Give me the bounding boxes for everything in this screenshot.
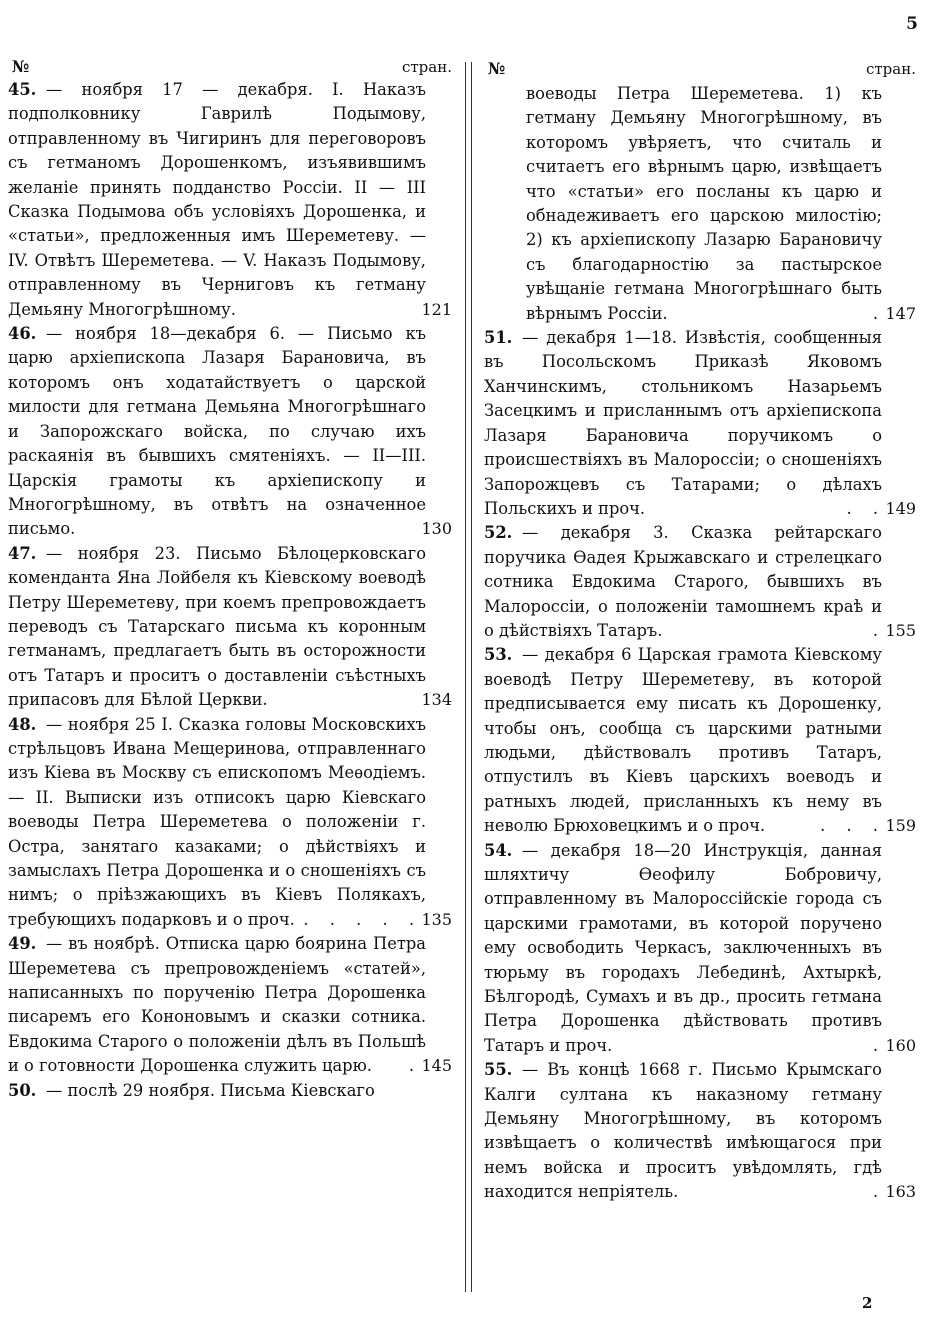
entry-paragraph [8,713,456,933]
toc-entry [484,326,920,521]
entry-number: 46. [8,324,37,344]
entry-number: 45. [8,80,37,99]
entry-paragraph [8,322,456,542]
toc-entry [484,1058,920,1204]
leader-dots: . [872,1182,886,1202]
entry-text: — декабря 3. Сказка рейтарскаго поручика Ѳадея Крыжавскаго и стрелецкаго сотника Евдокима Старого, бывшихъ въ Малороссіи, о положеніи тамошнемъ краѣ и о дѣйствіяхъ Татаръ. [484,523,882,640]
number-sign-label: № [12,57,30,76]
entry-page-number: 130 [421,519,452,539]
entry-number: 52. [484,523,513,543]
entry-text: — въ ноябрѣ. Отписка царю боярина Петра Шереметева съ препровожденіемъ «статей», написанныхъ по порученію Петра Дорошенка писаремъ его Кононовымъ и сказки сотника. Евдокима Старого о положеніи дѣлъ въ Польшѣ и о готовности Дорошенка служить царю. [8,934,426,1076]
page-column-label: стран. [865,60,916,78]
leader-dots: . . . . . [303,909,422,929]
leader-dots: . . . [820,816,886,836]
entry-text: — ноября 17 — декабря. I. Наказъ подполковнику Гаврилѣ Подымову, отправленному въ Чигиринъ для переговоровъ съ гетманомъ Дорошенкомъ, изъявившимъ желаніе принять подданство Россіи. II — III Сказка Подымова объ условіяхъ Дорошенка, и «статьи», предложенныя имъ Шереметеву. — IV. Отвѣтъ Шереметева. — V. Наказъ Подымову, отправленному въ Черниговъ къ гетману Демьяну Многогрѣшному. [8,80,426,319]
entry-number: 55. [484,1060,513,1080]
entry-number: 53. [484,645,513,665]
left-column [8,56,456,1103]
toc-entry [8,713,456,933]
leader-dots: . . [846,498,886,518]
entry-text: — Въ концѣ 1668 г. Письмо Крымскаго Калги султана къ наказному гетману Демьяну Многогрѣшному, въ которомъ извѣщаетъ о количествѣ имѣющагося при немъ войска и проситъ увѣдомлять, гдѣ находится непріятель. [484,1060,882,1202]
entry-paragraph [484,643,920,838]
entry-page-number: 159 [885,816,916,836]
toc-entry [484,521,920,643]
entry-page-number: 160 [885,1035,916,1055]
entry-number: 54. [484,840,513,860]
toc-entry [8,932,456,1078]
leader-dots: . [872,620,886,640]
toc-entry [8,322,456,542]
entry-paragraph [8,1079,456,1103]
toc-entry [484,643,920,838]
leader-dots: . [872,1035,886,1055]
toc-entry [484,839,920,1059]
entry-page-number: 134 [421,690,452,710]
leader-dots: . [408,1056,422,1076]
entry-text: — декабря 18—20 Инструкція, данная шляхтичу Ѳеофилу Бобровичу, отправленному въ Малороссійскіе города съ царскими грамотами, въ которой поручено ему освободить Черкасъ, заключенныхъ въ тюрьму въ городахъ Лебединѣ, Ахтыркѣ, Бѣлгородѣ, Сумахъ и въ др., просить гетмана Петра Дорошенка дѣйствовать противъ Татаръ и проч. [484,840,882,1055]
entry-page-number: 147 [885,303,916,323]
right-column-header [484,56,920,82]
entry-paragraph [484,326,920,521]
toc-entry [8,1079,456,1103]
entry-number: 47. [8,543,37,563]
entry-paragraph [484,521,920,643]
signature-mark: 2 [862,1294,873,1312]
page-column-label: стран. [401,58,452,76]
entry-paragraph [484,1058,920,1204]
page-number: 5 [906,14,918,34]
entry-page-number: 163 [885,1182,916,1202]
entry-number: 49. [8,934,37,954]
entry-number: 51. [484,328,513,348]
entry-text: — послѣ 29 ноября. Письма Кіевскаго [46,1080,375,1100]
number-sign-label: № [488,59,506,78]
entry-page-number: 149 [885,498,916,518]
entry-text: — декабря 6 Царская грамота Кіевскому воеводѣ Петру Шереметеву, въ которой предписывается ему писать къ Дорошенку, чтобы онъ, сообща съ царскими ратными людьми, дѣйствовалъ противъ Татаръ, отпустилъ въ Кіевъ царскихъ воеводъ и ратныхъ людей, присланныхъ къ нему въ неволю Брюховецкимъ и о проч. [484,645,882,836]
toc-entry [8,542,456,713]
entry-text: — ноября 23. Письмо Бѣлоцерковскаго коменданта Яна Лойбеля къ Кіевскому воеводѣ Петру Шереметеву, при коемъ препровождаетъ переводъ съ Татарскаго письма къ коронным гетманамъ, предлагаетъ быть въ осторожности отъ Татаръ и проситъ о доставленіи съѣстныхъ припасовъ для Бѣлой Церкви. [8,543,426,710]
entry-text: — ноября 25 I. Сказка головы Московскихъ стрѣльцовъ Ивана Мещеринова, отправленнаго изъ Кіева въ Москву съ епископомъ Меѳодіемъ.— II. Выписки изъ отписокъ царю Кіевскаго воеводы Петра Шереметева о положеніи г. Остра, занятаго казаками; о дѣйствіяхъ и замыслахъ Петра Дорошенка и о сношеніяхъ съ нимъ; о пріѣзжающихъ въ Кіевъ Полякахъ, требующихъ подарковъ и о проч. [8,714,426,929]
entry-paragraph [8,932,456,1078]
entry-page-number: 155 [885,620,916,640]
entry-text: — ноября 18—декабря 6. — Письмо къ царю архіепископа Лазаря Барановича, въ которомъ онъ ходатайствуетъ о царской милости для гетмана Демьяна Многогрѣшнаго и Запорожскаго войска, по случаю ихъ раскаянія въ бывшихъ смятеніяхъ. — II—III. Царскія грамоты къ архіепископу и Многогрѣшному, въ отвѣтъ на означенное письмо. [8,324,426,539]
entry-paragraph [484,839,920,1059]
entry-paragraph [8,78,456,322]
toc-entry [8,78,456,322]
left-column-header [8,56,456,78]
leader-dots: . [872,303,886,323]
right-column [484,56,920,1205]
entry-paragraph [484,82,920,326]
entry-page-number: 145 [421,1056,452,1076]
left-entries-list [8,78,456,1103]
entry-text: воеводы Петра Шереметева. 1) къ гетману Демьяну Многогрѣшному, въ которомъ увѣряетъ, что считаль и считаетъ его вѣрнымъ царю, извѣщаетъ что «статьи» его посланы къ царю и обнадеживаетъ его царскою милостію; 2) къ архіепископу Лазарю Барановичу съ благодарностію за пастырское увѣщаніе гетмана Многогрѣшнаго быть вѣрнымъ Россіи. [526,84,882,323]
entry-paragraph [8,542,456,713]
entry-number: 50. [8,1080,37,1100]
entry-page-number: 121 [421,299,452,319]
entry-number: 48. [8,714,37,734]
entry-text: — декабря 1—18. Извѣстія, сообщенныя въ Посольскомъ Приказѣ Яковомъ Ханчинскимъ, стольникомъ Назарьемъ Засецкимъ и присланнымъ отъ архіепископа Лазаря Барановича поручикомъ о происшествіяхъ въ Малороссіи; о сношеніяхъ Запорожцевъ съ Татарами; о дѣлахъ Польскихъ и проч. [484,328,882,518]
right-entries-list [484,82,920,1205]
column-divider [465,62,472,1292]
entry-page-number: 135 [421,909,452,929]
toc-entry [484,82,920,326]
